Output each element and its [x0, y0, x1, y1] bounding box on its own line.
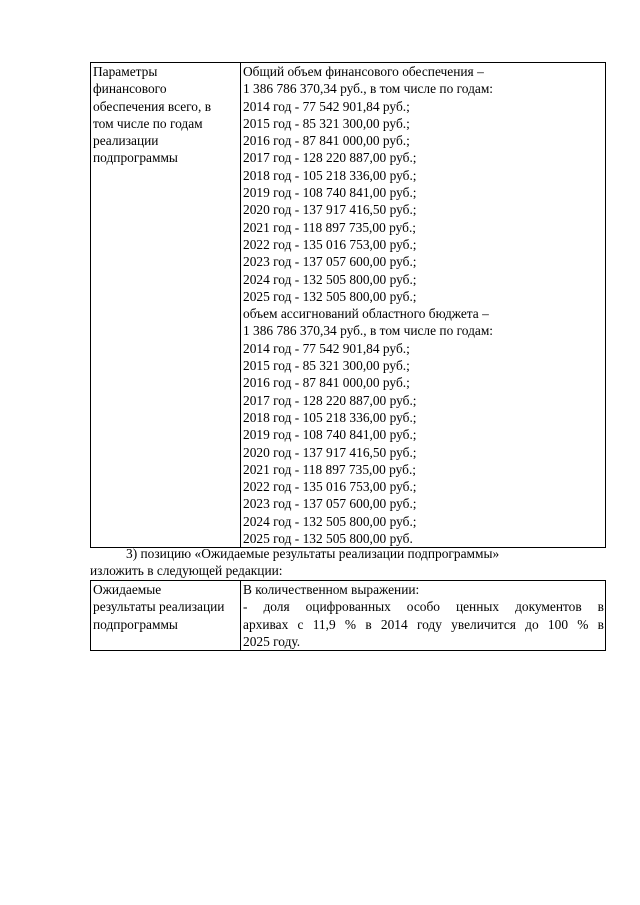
results-label-line: Ожидаемые	[93, 582, 162, 597]
paragraph-line: 3) позицию «Ожидаемые результаты реализации подпрограммы»	[126, 546, 500, 561]
expected-results-table	[90, 580, 606, 651]
financing-label-cell	[91, 63, 241, 548]
financing-value-line: 2014 год - 77 542 901,84 руб.;	[243, 98, 410, 114]
financing-value-line: 2020 год - 137 917 416,50 руб.;	[243, 202, 417, 218]
results-value-line: архивах с 11,9 % в 2014 году увеличится до 100 % в	[243, 616, 604, 632]
financing-value-line: 2018 год - 105 218 336,00 руб.;	[243, 409, 417, 425]
financing-value-line: 2023 год - 137 057 600,00 руб.;	[243, 496, 417, 512]
financing-label-line: финансового	[93, 81, 167, 97]
financing-value-line: 2021 год - 118 897 735,00 руб.;	[243, 219, 417, 235]
financing-label-line: обеспечения всего, в	[93, 98, 212, 114]
financing-value-line: 2022 год - 135 016 753,00 руб.;	[243, 236, 417, 252]
results-value-cell	[241, 581, 606, 651]
results-label-line: подпрограммы	[93, 616, 178, 632]
financing-value-line: 2015 год - 85 321 300,00 руб.;	[243, 115, 410, 131]
paragraph-line: изложить в следующей редакции:	[90, 563, 283, 579]
financing-label-line: подпрограммы	[93, 150, 178, 166]
financing-value-line: 2017 год - 128 220 887,00 руб.;	[243, 392, 417, 408]
financing-value-line: 2019 год - 108 740 841,00 руб.;	[243, 427, 417, 443]
financing-value-cell	[241, 63, 606, 548]
financing-parameters-table	[90, 62, 606, 548]
financing-value-line: 2025 год - 132 505 800,00 руб.	[243, 531, 413, 547]
financing-value-line: 2025 год - 132 505 800,00 руб.;	[243, 288, 417, 304]
financing-label-line: Параметры	[93, 64, 158, 79]
results-label-line: результаты реализации	[93, 599, 225, 615]
financing-value-line: 2016 год - 87 841 000,00 руб.;	[243, 133, 410, 149]
results-value-line: - доля оцифрованных особо ценных документов в	[243, 599, 604, 615]
financing-value-line: 1 386 786 370,34 руб., в том числе по годам:	[243, 323, 494, 339]
results-value-line: В количественном выражении:	[243, 582, 420, 597]
financing-value-line: 2017 год - 128 220 887,00 руб.;	[243, 150, 417, 166]
financing-label-line: реализации	[93, 133, 159, 149]
financing-value-line: 1 386 786 370,34 руб., в том числе по годам:	[243, 81, 494, 97]
financing-label-line: том числе по годам	[93, 115, 203, 131]
financing-value-line: Общий объем финансового обеспечения –	[243, 64, 484, 79]
table-row	[91, 581, 606, 651]
financing-value-line: 2016 год - 87 841 000,00 руб.;	[243, 375, 410, 391]
financing-value-line: 2014 год - 77 542 901,84 руб.;	[243, 340, 410, 356]
financing-value-line: 2024 год - 132 505 800,00 руб.;	[243, 513, 417, 529]
financing-value-line: 2022 год - 135 016 753,00 руб.;	[243, 479, 417, 495]
financing-value-line: 2019 год - 108 740 841,00 руб.;	[243, 185, 417, 201]
table-row	[91, 63, 606, 548]
financing-value-line: 2015 год - 85 321 300,00 руб.;	[243, 358, 410, 374]
results-value-line: 2025 году.	[243, 633, 301, 649]
results-label-cell	[91, 581, 241, 651]
financing-value-line: объем ассигнований областного бюджета –	[243, 306, 489, 322]
financing-value-line: 2020 год - 137 917 416,50 руб.;	[243, 444, 417, 460]
financing-value-line: 2024 год - 132 505 800,00 руб.;	[243, 271, 417, 287]
financing-value-line: 2023 год - 137 057 600,00 руб.;	[243, 254, 417, 270]
financing-value-line: 2018 год - 105 218 336,00 руб.;	[243, 167, 417, 183]
financing-value-line: 2021 год - 118 897 735,00 руб.;	[243, 461, 417, 477]
amendment-paragraph	[90, 545, 606, 580]
